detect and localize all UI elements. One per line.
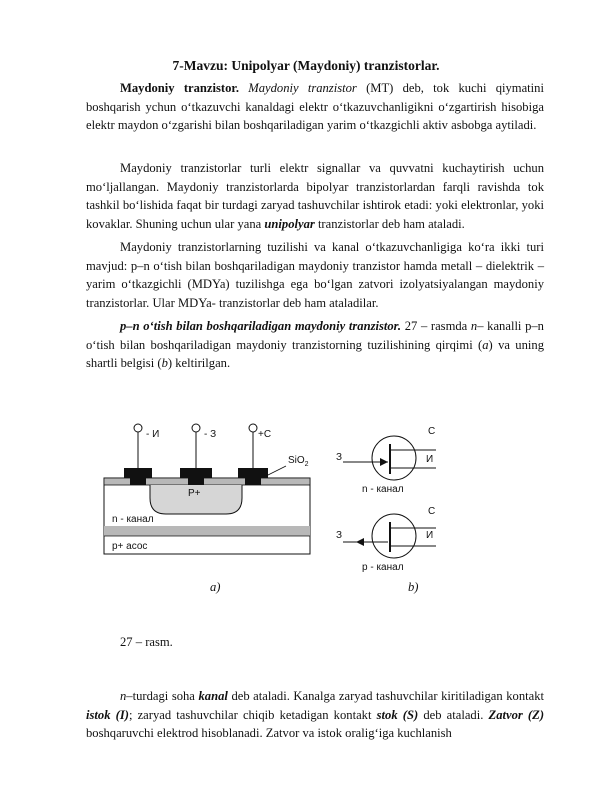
symbol-n-caption: n - канал [362, 484, 404, 495]
junction-layer [104, 526, 310, 536]
paragraph-4 [86, 317, 544, 373]
symbol-n-source-label: И [426, 454, 434, 465]
term-italic: Maydoniy tranzistor [248, 81, 357, 95]
figure-27 [96, 418, 456, 598]
paragraph-4-text-1: 27 – rasmda [404, 319, 468, 333]
symbol-p-drain-label: С [428, 506, 436, 517]
paragraph-4-text-3: ) va uning shartli belgisi ( [86, 337, 544, 371]
term-maydoniy-tranzistor: Maydoniy tranzistor. [120, 81, 239, 95]
label-n-channel: n - канал [112, 514, 154, 525]
figure-caption [86, 633, 544, 652]
terminal-gate [192, 424, 200, 432]
label-p-region: P+ [188, 488, 201, 499]
symbol-p-channel [336, 506, 436, 573]
term-istok: istok (I) [86, 707, 129, 722]
page-title: 7-Mavzu: Unipolyar (Maydoniy) tranzistorlar. [172, 58, 440, 73]
paragraph-2 [86, 159, 544, 233]
term-stok: stok (S) [376, 707, 419, 722]
figure-number: 27 – rasm. [120, 635, 173, 649]
terminal-drain [249, 424, 257, 432]
paragraph-5-text-2: deb ataladi. Kanalga zaryad tashuvchilar kiritiladigan kontakt [231, 689, 545, 703]
paragraph-5-n: n [120, 689, 127, 703]
label-drain-terminal: +С [258, 429, 272, 440]
paragraph-5-text-4: deb ataladi. [423, 707, 484, 722]
paragraph-1-text: (MT) deb, tok kuchi qiymatini boshqarish ychun o‘tkazuvchi kanaldagi elektr o‘tkazuvchanligikni o‘zgartirish hisobiga elektr maydon o‘zgarishi bilan boshqariladigan yarim o‘tkazgichli aktiv asbobga aytiladi. [86, 81, 544, 133]
label-source-terminal: - И [146, 429, 160, 440]
paragraph-4-n: n [470, 319, 478, 333]
paragraph-1 [86, 79, 544, 135]
paragraph-5-text-5: boshqaruvchi elektrod hisoblanadi. Zatvor va istok oralig‘iga kuchlanish [86, 726, 452, 741]
paragraph-4-text-2: – kanalli p–n o‘tish bilan boshqariladigan maydoniy tranzistorning tuzilishining qirqimi ( [86, 319, 544, 352]
symbol-p-caption: p - канал [362, 562, 404, 573]
paragraph-4-a: a [482, 337, 489, 352]
symbol-n-drain-label: С [428, 426, 436, 437]
paragraph-2-text: Maydoniy tranzistorlar turli elektr signallar va quvvatni kuchaytirish uchun mo‘ljallangan. Maydoniy tranzistorlarda bipolyar tranzistorlardan farqli ravishda tok tashkil bo‘lishida faqat bir turdagi zaryad tashuvchilar ishtirok etadi: yoki elektronlar, yoki kovaklar. Shuning uchun ular yana [86, 161, 544, 231]
label-gate-terminal: - З [204, 429, 217, 440]
paragraph-3-text: Maydoniy tranzistorlarning tuzilishi va kanal o‘tkazuvchanligiga ko‘ra ikki turi mavjud: p–n o‘tish bilan boshqariladigan maydoniy tranzistor hamda metall – dielektrik – yarim o‘tkazgichli (MDYa) tuzilishga ega bo‘lgan zatvori izolyatsiyalangan maydoniy tranzistorlar. Ular MDYa- tranzistorlar deb ham ataladilar. [86, 240, 544, 310]
term-pn-transistor: p–n o‘tish bilan boshqariladigan maydoniy tranzistor. [120, 319, 402, 333]
term-zatvor: Zatvor (Z) [488, 707, 545, 722]
symbol-p-source-label: И [426, 530, 434, 541]
figure-caption-a: a) [210, 580, 221, 594]
symbol-n-channel [336, 426, 436, 495]
paragraph-5-text-1: –turdagi soha [126, 689, 195, 703]
paragraph-3 [86, 238, 544, 312]
terminal-source [134, 424, 142, 432]
term-kanal: kanal [198, 689, 228, 703]
symbol-n-gate-label: З [336, 452, 343, 463]
term-unipolyar: unipolyar [264, 216, 315, 231]
paragraph-5-text-3: ; zaryad tashuvchilar chiqib ketadigan kontakt [128, 707, 372, 722]
paragraph-4-b: b [161, 356, 168, 371]
cross-section-diagram [104, 424, 310, 554]
label-p-substrate: p+ асос [112, 541, 148, 552]
symbol-p-gate-label: З [336, 530, 343, 541]
label-sio2: SiO$_2$ [288, 455, 309, 468]
paragraph-5 [86, 687, 544, 743]
paragraph-2-tail: tranzistorlar deb ham ataladi. [317, 216, 465, 231]
figure-caption-b: b) [408, 580, 419, 594]
paragraph-4-text-4: ) keltirilgan. [167, 356, 231, 371]
